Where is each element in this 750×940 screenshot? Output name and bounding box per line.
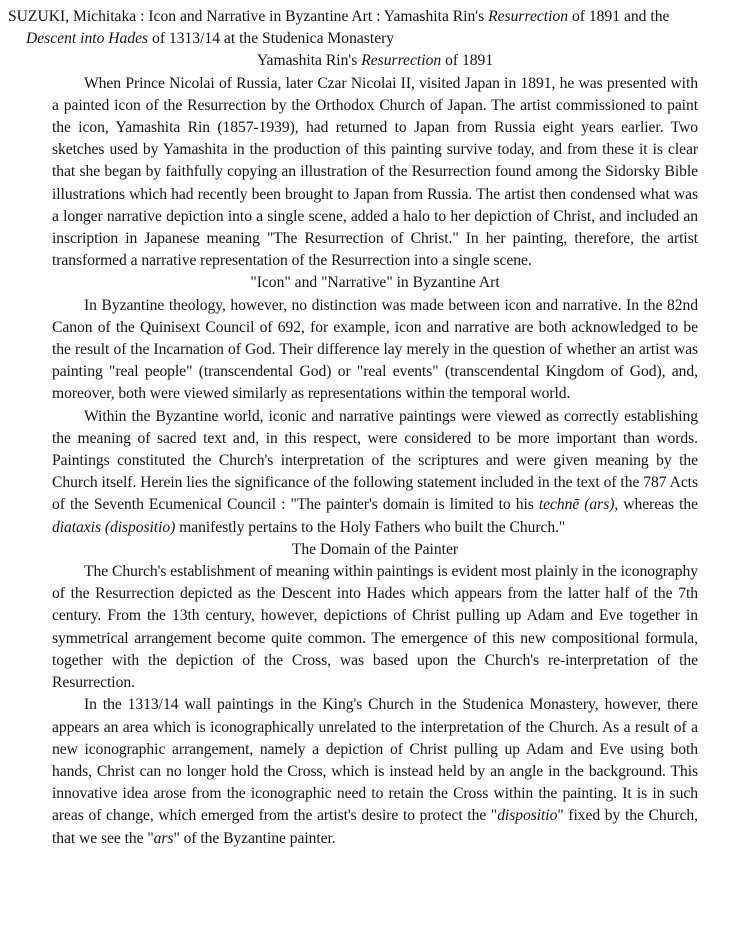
author-name: SUZUKI, Michitaka (8, 8, 137, 25)
heading-1-text-a: Yamashita Rin's (256, 52, 362, 70)
title-text-3: of 1313/14 at the Studenica Monastery (148, 30, 395, 48)
paragraph-3 (52, 406, 698, 539)
title-italic-2: Descent into Hades (26, 30, 149, 48)
paragraph-5-text-a: In the 1313/14 wall paintings in the King's Church in the Studenica Monastery, however, there appears an area which is iconographically unrelated to the interpretation of the Church. As a result of a new iconographic arrangement, namely a depiction of Christ pulling up Adam and Eve using both hands, Christ can no longer hold the Cross, which is instead held by an angle in the background. This innovative idea arose from the iconographic need to retain the Cross within the painting. It is in such areas of change, which emerged from the artist's desire to protect the " (52, 696, 698, 825)
paragraph-2: In Byzantine theology, however, no distinction was made between icon and narrative. In the 82nd Canon of the Quinisext Council of 692, for example, icon and narrative are both acknowledged to be the result of the Incarnation of God. Their difference lay merely in the question of whether an artist was painting "real people" (transcendental God) or "real events" (transcendental Kingdom of God), and, moreover, both were viewed similarly as representations within the temporal world. (52, 296, 698, 403)
paragraph-5 (52, 694, 698, 849)
paper-page (8, 6, 699, 850)
title-separator: : (136, 8, 149, 25)
paragraph-4: The Church's establishment of meaning within paintings is evident most plainly in the iconography of the Resurrection depicted as the Descent into Hades which appears from the latter half of the 7th century. From the 13th century, however, depictions of Christ pulling up Adam and Eve together in symmetrical arrangement become quite common. The emergence of this new compositional formula, together with the depiction of the Cross, was based upon the Church's re-interpretation of the Resurrection. (52, 563, 698, 692)
title-text-2: of 1891 and the (568, 8, 670, 25)
section-heading-2: "Icon" and "Narrative" in Byzantine Art (250, 274, 500, 292)
section-heading-3: The Domain of the Painter (291, 540, 459, 558)
paragraph-3-text-b: , whereas the (614, 496, 698, 514)
section-heading-1 (52, 50, 698, 72)
paragraph-5-text-c: " of the Byzantine painter. (173, 829, 336, 847)
heading-1-text-b: of 1891 (441, 52, 494, 70)
heading-1-italic: Resurrection (361, 52, 442, 70)
paragraph-5-italic-a: dispositio (497, 807, 558, 825)
paragraph-3-text-c: manifestly pertains to the Holy Fathers who built the Church." (175, 518, 566, 536)
paper-title (8, 6, 721, 50)
paragraph-1: When Prince Nicolai of Russia, later Czar Nicolai II, visited Japan in 1891, he was presented with a painted icon of the Resurrection by the Orthodox Church of Japan. The artist commissioned to paint the icon, Yamashita Rin (1857-1939), had returned to Japan from Russia eight years earlier. Two sketches used by Yamashita in the production of this painting survive today, and from these it is clear that she began by faithfully copying an illustration of the Resurrection found among the Sidorsky Bible illustrations which had recently been brought to Japan from Russia. The artist then condensed what was a longer narrative depiction into a single scene, added a halo to her depiction of Christ, and included an inscription in Japanese meaning "The Resurrection of Christ." In her painting, therefore, the artist transformed a narrative representation of the Resurrection into a single scene. (52, 74, 698, 270)
paragraph-3-italic-a: technē (ars) (538, 496, 615, 514)
paragraph-3-text-a: Within the Byzantine world, iconic and narrative paintings were viewed as correctly establishing the meaning of sacred text and, in this respect, were considered to be more important than words. Paintings constituted the Church's interpretation of the scriptures and were given meaning by the Church itself. Herein lies the significance of the following statement included in the text of the 787 Acts of the Seventh Ecumenical Council : "The painter's domain is limited to his (52, 407, 698, 514)
paragraph-5-italic-b: ars (153, 829, 174, 847)
title-text-1: Icon and Narrative in Byzantine Art : Yamashita Rin's (148, 8, 489, 25)
paragraph-3-italic-b: diataxis (dispositio) (52, 518, 176, 536)
title-italic-1: Resurrection (488, 8, 569, 25)
paragraph-5-text-b: " fixed by the Church, that we see the " (52, 807, 699, 847)
